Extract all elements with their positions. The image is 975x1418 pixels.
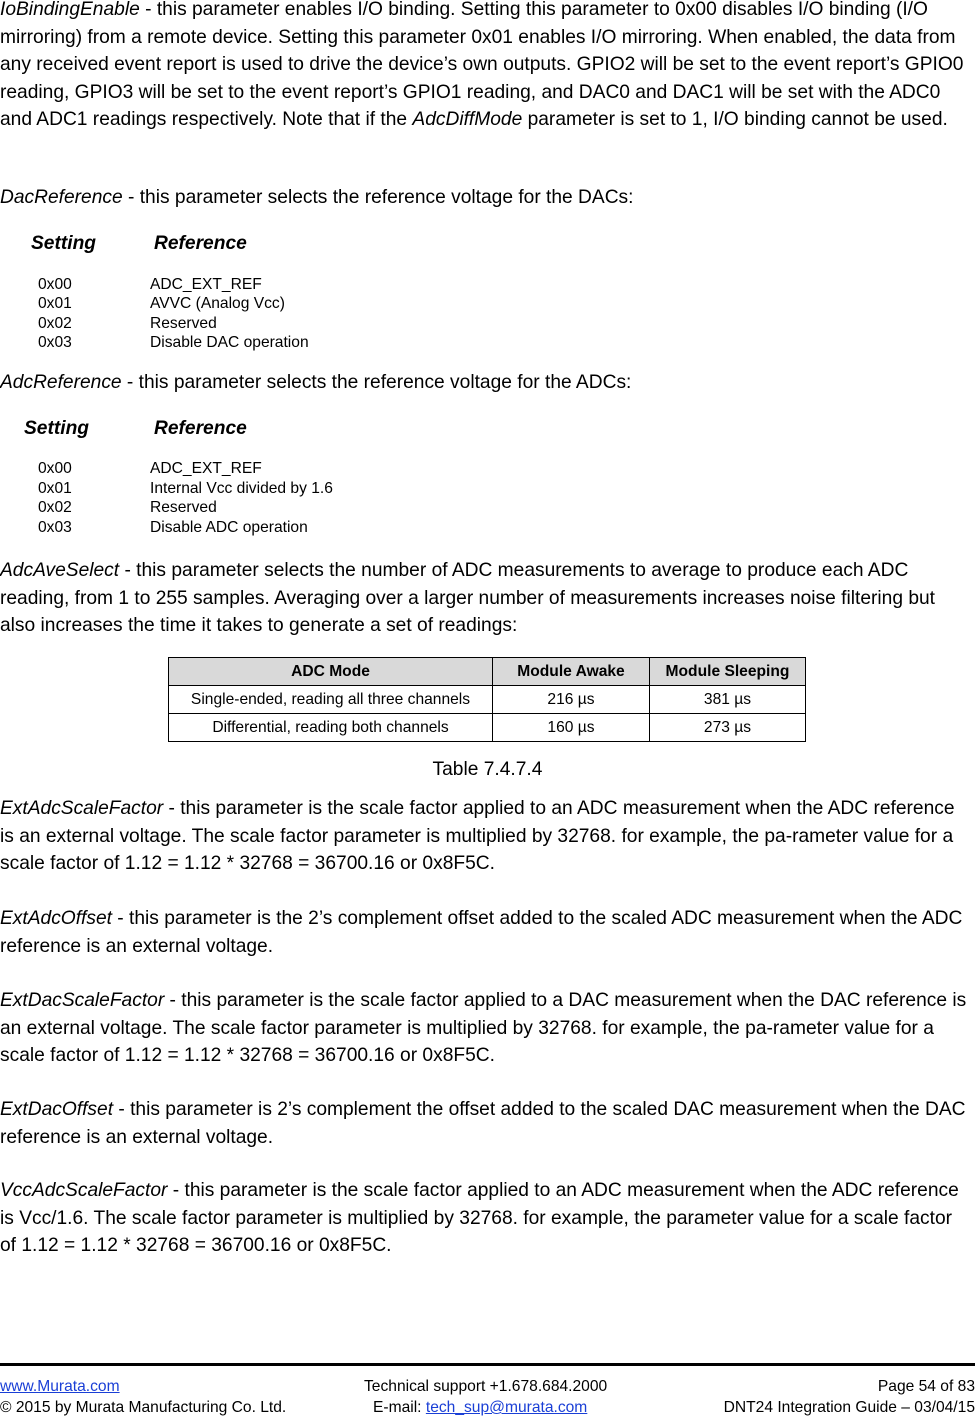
dac-reference-header: Reference: [154, 233, 247, 254]
adcreference-paragraph: AdcReference - this parameter selects the reference voltage for the ADCs:: [0, 372, 632, 393]
email-link[interactable]: tech_sup@murata.com: [425, 1399, 588, 1416]
document-title: DNT24 Integration Guide – 03/04/15: [723, 1399, 975, 1416]
extadcoffset-paragraph: ExtAdcOffset - this parameter is the 2’s complement offset added to the scaled ADC measurement when the ADC reference is an external voltage.: [0, 908, 963, 957]
table-caption: Table 7.4.7.4: [432, 759, 543, 780]
extdacscalefactor-paragraph: ExtDacScaleFactor - this parameter is the scale factor applied to a DAC measurement when the DAC reference is an external voltage. The scale factor parameter is multiplied by 32768. for example, the pa-rameter value for a scale factor of 1.12 = 1.12 * 32768 = 36700.16 or 0x8F5C.: [0, 990, 967, 1066]
copyright-text: © 2015 by Murata Manufacturing Co. Ltd.: [0, 1399, 287, 1416]
support-phone: Technical support +1.678.684.2000: [364, 1378, 608, 1395]
column-header: Module Awake: [493, 658, 650, 686]
column-header: Module Sleeping: [650, 658, 806, 686]
param-name: VccAdcScaleFactor: [0, 1180, 168, 1201]
adc-option-row: 0x03 Disable ADC operation: [38, 519, 308, 536]
extdacoffset-paragraph: ExtDacOffset - this parameter is 2’s complement the offset added to the scaled DAC measurement when the DAC reference is an external voltage.: [0, 1099, 966, 1148]
param-name: IoBindingEnable: [0, 0, 140, 20]
dac-setting-header: Setting: [31, 233, 97, 254]
adc-reference-header: Reference: [154, 418, 247, 439]
param-name: ExtAdcOffset: [0, 908, 112, 929]
table-cell: 273 µs: [650, 714, 806, 742]
adc-option-row: 0x00 ADC_EXT_REF: [38, 460, 262, 477]
adcaveselect-paragraph: AdcAveSelect - this parameter selects the number of ADC measurements to average to produce each ADC reading, from 1 to 255 samples. Averaging over a larger number of measurements increases noise filtering but also increases the time it takes to generate a set of readings:: [0, 560, 935, 636]
param-name: AdcDiffMode: [412, 109, 523, 130]
support-email: E-mail: tech_sup@murata.com: [373, 1399, 588, 1416]
adc-timing-table: [168, 657, 806, 742]
page-number: Page 54 of 83: [877, 1378, 975, 1395]
website-link[interactable]: www.Murata.com: [0, 1378, 120, 1395]
dacreference-paragraph: DacReference - this parameter selects the reference voltage for the DACs:: [0, 187, 634, 208]
dac-option-row: 0x02 Reserved: [38, 315, 217, 332]
adc-option-row: 0x02 Reserved: [38, 499, 217, 516]
param-name: ExtDacScaleFactor: [0, 990, 165, 1011]
table-cell: 381 µs: [650, 686, 806, 714]
table-cell: Single-ended, reading all three channels: [169, 686, 493, 714]
vccadcscalefactor-paragraph: VccAdcScaleFactor - this parameter is the scale factor applied to an ADC measurement when the ADC reference is Vcc/1.6. The scale factor parameter is multiplied by 32768. for example, the parameter value for a scale factor of 1.12 = 1.12 * 32768 = 36700.16 or 0x8F5C.: [0, 1180, 959, 1256]
table-cell: Differential, reading both channels: [169, 714, 493, 742]
param-name: ExtDacOffset: [0, 1099, 114, 1120]
footer-divider: [0, 1363, 975, 1366]
table-header-row: [169, 658, 806, 686]
extadcscalefactor-paragraph: ExtAdcScaleFactor - this parameter is the scale factor applied to an ADC measurement when the ADC reference is an external voltage. The scale factor parameter is multiplied by 32768. for example, the pa-rameter value for a scale factor of 1.12 = 1.12 * 32768 = 36700.16 or 0x8F5C.: [0, 798, 955, 874]
column-header: ADC Mode: [169, 658, 493, 686]
param-name: AdcAveSelect: [0, 560, 120, 581]
param-name: DacReference: [0, 187, 123, 208]
dac-option-row: 0x03 Disable DAC operation: [38, 334, 309, 351]
table-row: [169, 686, 806, 714]
adc-setting-header: Setting: [24, 418, 90, 439]
table-row: [169, 714, 806, 742]
dac-option-row: 0x01 AVVC (Analog Vcc): [38, 295, 285, 312]
param-name: AdcReference: [0, 372, 122, 393]
param-name: ExtAdcScaleFactor: [0, 798, 164, 819]
adc-option-row: 0x01 Internal Vcc divided by 1.6: [38, 480, 333, 497]
iobindingenable-paragraph: IoBindingEnable - this parameter enables I/O binding. Setting this parameter to 0x00 disables I/O binding (I/O mirroring) from a remote device. Setting this parameter 0x01 enables I/O mirroring. When enabled, the data from any received event report is used to drive the device’s own outputs. GPIO2 will be set to the event report’s GPIO0 reading, GPIO3 will be set to the event report’s GPIO1 reading, and DAC0 and DAC1 will be set with the ADC0 and ADC1 readings respectively. Note that if the AdcDiffMode parameter is set to 1, I/O binding cannot be used.: [0, 0, 964, 130]
table-cell: 160 µs: [493, 714, 650, 742]
dac-option-row: 0x00 ADC_EXT_REF: [38, 276, 262, 293]
table-cell: 216 µs: [493, 686, 650, 714]
